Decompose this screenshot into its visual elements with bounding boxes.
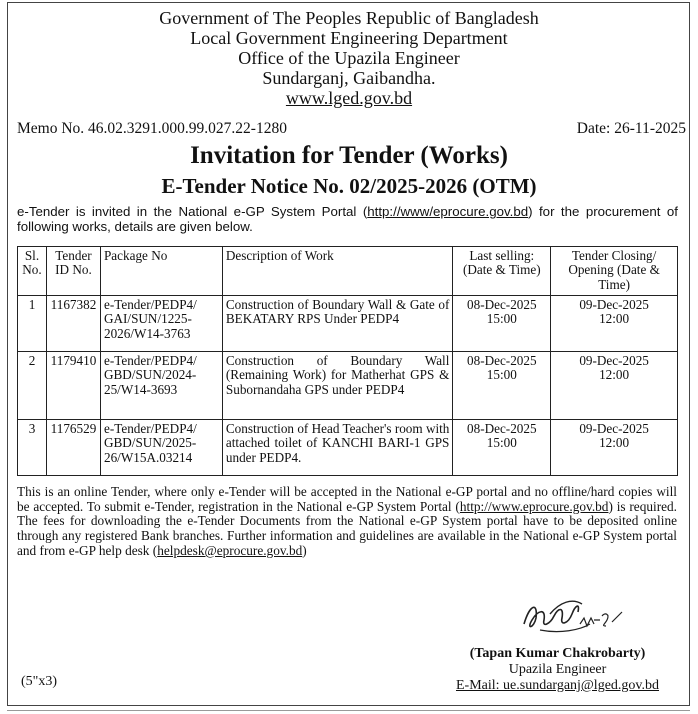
table-header-row [18, 247, 678, 296]
header-office: Office of the Upazila Engineer [238, 48, 460, 68]
row-tender-id: 1176529 [46, 420, 100, 476]
row-description: Construction of Boundary Wall & Gate of BEKATARY RPS Under PEDP4 [222, 296, 453, 352]
helpdesk-email-link[interactable]: helpdesk@eprocure.gov.bd [157, 542, 303, 558]
row-tender-id: 1179410 [46, 352, 100, 420]
ad-size-note: (5"x3) [21, 674, 58, 689]
col-closing: Tender Closing/ Opening (Date & Time) [551, 247, 678, 296]
instructions-paragraph [17, 485, 677, 559]
office-header [0, 8, 698, 108]
row-last-selling [453, 296, 551, 352]
sell-time: 15:00 [486, 367, 517, 383]
sell-time: 15:00 [486, 435, 517, 451]
notice-subtitle: E-Tender Notice No. 02/2025-2026 (OTM) [161, 174, 537, 198]
row-last-selling [453, 420, 551, 476]
close-date: 09-Dec-2025 [579, 353, 649, 368]
row-sl: 2 [18, 352, 47, 420]
row-tender-id: 1167382 [46, 296, 100, 352]
signature-block [440, 646, 675, 694]
col-tender-id: Tender ID No. [46, 247, 100, 296]
signatory-email[interactable]: E-Mail: ue.sundarganj@lged.gov.bd [455, 678, 660, 693]
row-last-selling [453, 352, 551, 420]
header-department: Local Government Engineering Department [190, 28, 508, 48]
eprocure-link[interactable]: http://www.eprocure.gov.bd [459, 498, 609, 514]
row-description: Construction of Head Teacher's room with attached toilet of KANCHI BARI-1 GPS under PEDP4. [222, 420, 453, 476]
memo-row [17, 120, 686, 138]
col-sl: Sl. No. [18, 247, 47, 296]
signatory-name: (Tapan Kumar Chakrobarty) [469, 646, 646, 661]
close-time: 12:00 [599, 435, 630, 451]
row-closing [551, 352, 678, 420]
row-package: e-Tender/PEDP4/ GBD/SUN/2024-25/W14-3693 [100, 352, 222, 420]
close-time: 12:00 [599, 311, 630, 327]
instructions-text-2: ) is required. The fees for downloading the e-Tender Documents from the National e-GP System portal have to be deposited online through any registered Bank branches. Further information and guidelines are available in the National e-GP System portal and from e-GP help desk ( [17, 498, 677, 558]
row-closing [551, 420, 678, 476]
row-sl: 3 [18, 420, 47, 476]
row-sl: 1 [18, 296, 47, 352]
instructions-text-3: ) [302, 542, 307, 558]
memo-date: Date: 26-11-2025 [576, 120, 686, 137]
close-date: 09-Dec-2025 [579, 297, 649, 312]
close-date: 09-Dec-2025 [579, 421, 649, 436]
header-location: Sundarganj, Gaibandha. [262, 68, 436, 88]
sell-date: 08-Dec-2025 [467, 421, 537, 436]
sell-date: 08-Dec-2025 [467, 297, 537, 312]
intro-text-before: e-Tender is invited in the National e-GP System Portal ( [17, 204, 368, 219]
row-package: e-Tender/PEDP4/ GAI/SUN/1225-2026/W14-3763 [100, 296, 222, 352]
intro-text-after: ) for the procurement of following works, details are given below. [17, 204, 678, 234]
instructions-text-1: This is an online Tender, where only e-Tender will be accepted in the National e-GP portal and no offline/hard copies will be accepted. To submit e-Tender, registration in the National e-GP System Portal ( [17, 484, 677, 514]
table-row [18, 296, 678, 352]
sell-date: 08-Dec-2025 [467, 353, 537, 368]
row-description: Construction of Boundary Wall (Remaining Work) for Matherhat GPS & Subornandaha GPS under PEDP4 [222, 352, 453, 420]
header-website-link[interactable]: www.lged.gov.bd [285, 88, 413, 108]
signatory-designation: Upazila Engineer [508, 662, 607, 677]
tender-table [17, 246, 678, 476]
bottom-divider [7, 710, 690, 711]
row-closing [551, 296, 678, 352]
sell-time: 15:00 [486, 311, 517, 327]
col-package: Package No [100, 247, 222, 296]
row-package: e-Tender/PEDP4/ GBD/SUN/2025-26/W15A.03214 [100, 420, 222, 476]
notice-title: Invitation for Tender (Works) [190, 142, 508, 169]
intro-paragraph [17, 204, 678, 234]
table-row [18, 352, 678, 420]
close-time: 12:00 [599, 367, 630, 383]
eprocure-portal-link[interactable]: http://www/eprocure.gov.bd [367, 204, 529, 219]
col-last-selling: Last selling: (Date & Time) [453, 247, 551, 296]
handwritten-signature [520, 594, 640, 640]
table-row [18, 420, 678, 476]
col-description: Description of Work [222, 247, 453, 296]
memo-number: Memo No. 46.02.3291.000.99.027.22-1280 [17, 120, 287, 137]
header-government: Government of The Peoples Republic of Bangladesh [159, 8, 539, 28]
